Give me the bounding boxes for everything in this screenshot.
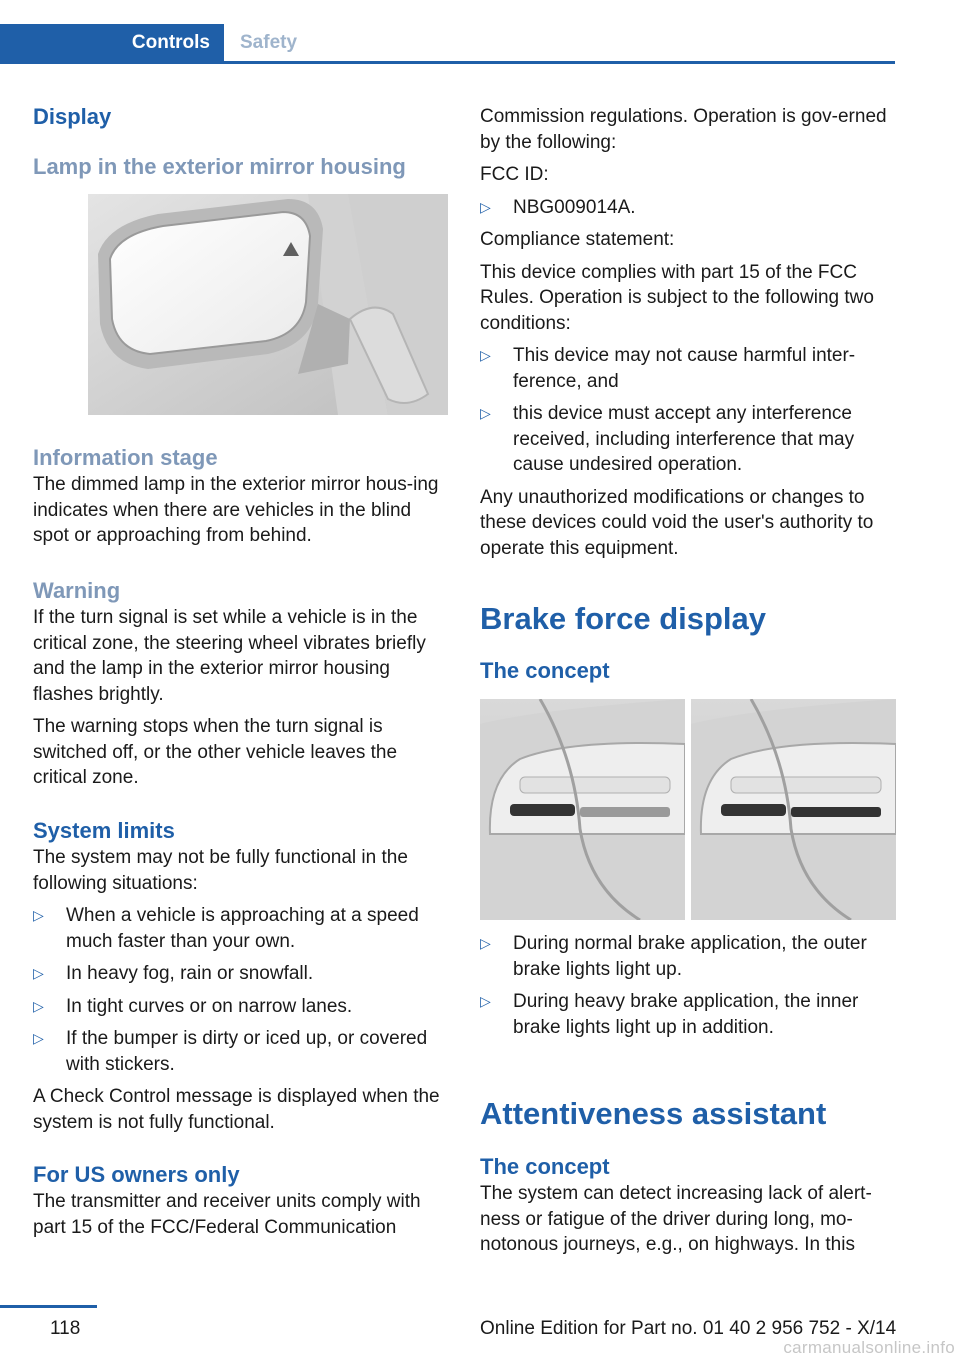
list-item: ▷ During heavy brake application, the inner brake lights light up in addition.: [480, 989, 896, 1040]
us-owners-text: The transmitter and receiver units comply with part 15 of the FCC/Federal Communication: [33, 1191, 421, 1238]
page-number: 118: [50, 1318, 81, 1339]
fcc-text: Commission regulations. Operation is gov-erned by the following:: [480, 106, 887, 153]
brake-force-heading: Brake force display: [480, 601, 767, 636]
lamp-heading: Lamp in the exterior mirror housing: [33, 154, 406, 179]
list-item: ▷ NBG009014A.: [480, 195, 896, 221]
system-limits-list: [33, 903, 446, 1077]
brake-lights-illustration: [480, 699, 896, 920]
list-item: ▷ This device may not cause harmful inter-ference, and: [480, 343, 896, 394]
compliance-list: [480, 343, 896, 478]
brake-concept-heading: The concept: [480, 658, 610, 683]
compliance-text: This device complies with part 15 of the FCC Rules. Operation is subject to the following two conditions:: [480, 261, 874, 334]
footer-divider: [0, 1305, 97, 1308]
attentiveness-heading: Attentiveness assistant: [480, 1096, 827, 1131]
brake-panel-heavy: [691, 699, 896, 920]
list-item: ▷ this device must accept any interference received, including interference that may cause undesired operation.: [480, 401, 896, 478]
list-item: ▷ In heavy fog, rain or snowfall.: [33, 961, 446, 987]
information-stage-text: The dimmed lamp in the exterior mirror hous-ing indicates when there are vehicles in the blind spot or approaching from behind.: [33, 474, 439, 546]
edition-text: Online Edition for Part no. 01 40 2 956 752 - X/14: [480, 1318, 897, 1339]
system-limits-footer: A Check Control message is displayed when the system is not fully functional.: [33, 1086, 440, 1133]
warning-text-2: The warning stops when the turn signal is switched off, or the other vehicle leaves the critical zone.: [33, 716, 398, 788]
fcc-id-list: [480, 195, 896, 221]
system-limits-text: The system may not be fully functional in the following situations:: [33, 847, 408, 894]
list-item: ▷ During normal brake application, the outer brake lights light up.: [480, 931, 896, 982]
us-owners-heading: For US owners only: [33, 1162, 240, 1187]
watermark: carmanualsonline.info: [783, 1338, 955, 1357]
brake-panel-normal: [480, 699, 685, 920]
compliance-label: Compliance statement:: [480, 229, 675, 250]
warning-text-1: If the turn signal is set while a vehicle is in the critical zone, the steering wheel vibrates briefly and the lamp in the exterior mirror housing flashes brightly.: [33, 607, 426, 705]
list-item: ▷ When a vehicle is approaching at a speed much faster than your own.: [33, 903, 446, 954]
tab-safety[interactable]: Safety: [240, 32, 298, 53]
mirror-lamp-illustration: [88, 194, 448, 415]
warning-heading: Warning: [33, 578, 121, 603]
fcc-id-label: FCC ID:: [480, 164, 549, 185]
section-tabs: [0, 24, 895, 64]
attentiveness-concept-heading: The concept: [480, 1154, 610, 1179]
list-item: ▷ In tight curves or on narrow lanes.: [33, 994, 446, 1020]
tab-controls[interactable]: Controls: [0, 24, 224, 61]
brake-list: [480, 931, 896, 1040]
unauthorized-text: Any unauthorized modifications or changes to these devices could void the user's authority to operate this equipment.: [480, 486, 874, 559]
system-limits-heading: System limits: [33, 818, 175, 843]
information-stage-heading: Information stage: [33, 445, 218, 470]
display-heading: Display: [33, 104, 112, 129]
list-item: ▷ If the bumper is dirty or iced up, or covered with stickers.: [33, 1026, 446, 1077]
attentiveness-text: The system can detect increasing lack of alert-ness or fatigue of the driver during long, mo-notonous journeys, e.g., on highways. In this: [480, 1183, 872, 1255]
